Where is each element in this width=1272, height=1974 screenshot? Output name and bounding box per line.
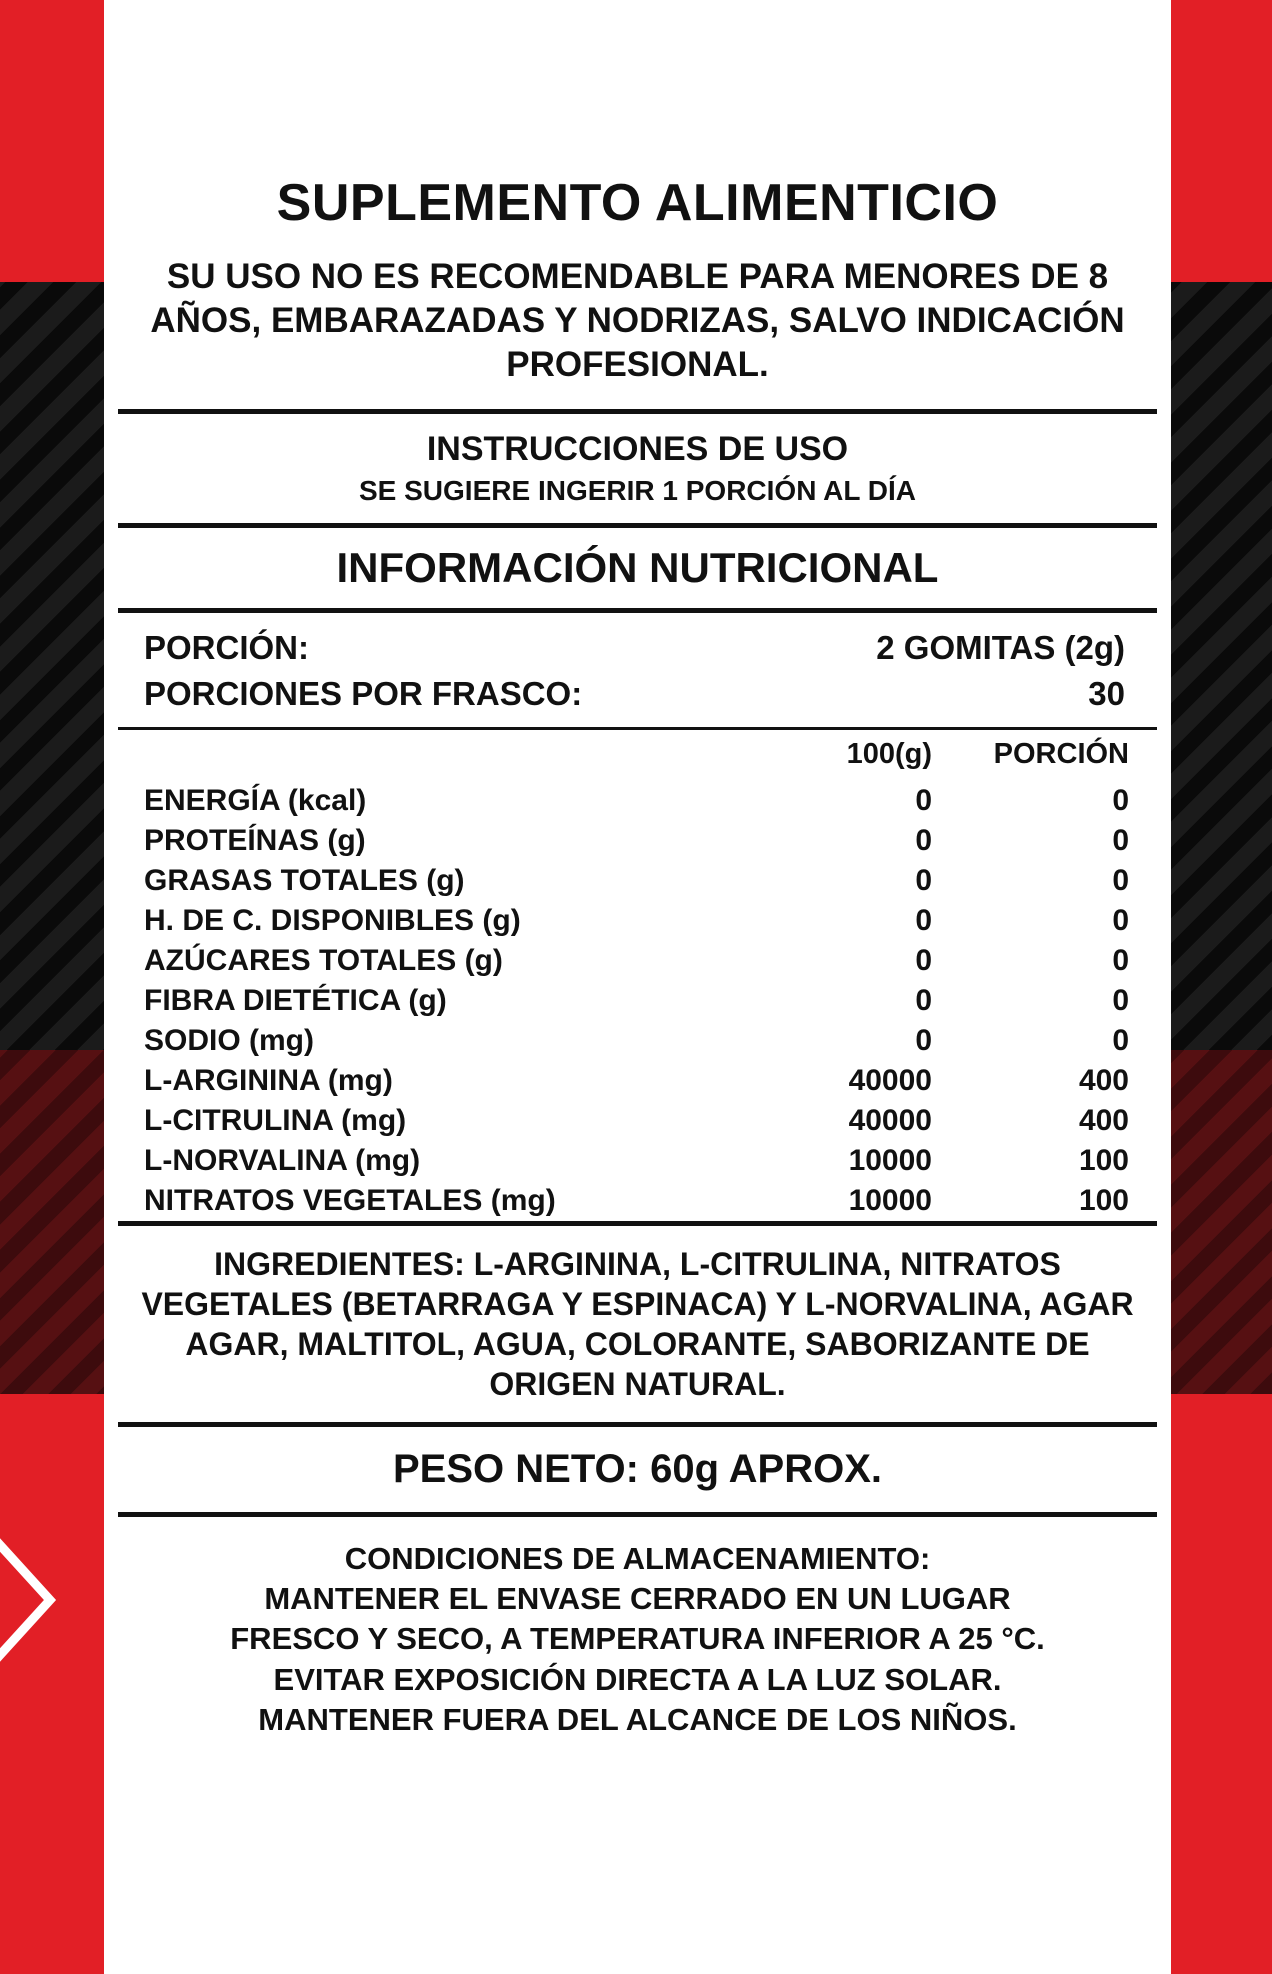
servings-per-container-label: PORCIONES POR FRASCO:: [144, 674, 583, 712]
table-row: [104, 1101, 1171, 1141]
storage-line: MANTENER EL ENVASE CERRADO EN UN LUGAR: [264, 1581, 1011, 1617]
servings-per-container-row: [104, 675, 1171, 713]
nutrient-name: NITRATOS VEGETALES (mg): [144, 1183, 556, 1217]
nutrient-column-header: [104, 730, 697, 781]
nutrient-per-100g: 10000: [848, 1183, 932, 1217]
nutrient-per-100g: 0: [915, 1023, 932, 1057]
table-row: [104, 1061, 1171, 1101]
serving-information: [104, 613, 1171, 727]
serving-size-row: [104, 629, 1171, 667]
nutrient-per-100g: 0: [915, 863, 932, 897]
product-title: SUPLEMENTO ALIMENTICIO: [276, 174, 999, 232]
serving-size-label: PORCIÓN:: [144, 628, 309, 666]
net-weight-text: PESO NETO: 60g APROX.: [392, 1446, 882, 1491]
usage-instructions-text: SE SUGIERE INGERIR 1 PORCIÓN AL DÍA: [359, 474, 916, 506]
table-row: [104, 781, 1171, 821]
ingredients-text: INGREDIENTES: L-ARGININA, L-CITRULINA, NITRATOS VEGETALES (BETARRAGA Y ESPINACA) Y L-NORVALINA, AGAR AGAR, MALTITOL, AGUA, COLORANTE, SABORIZANTE DE ORIGEN NATURAL.: [141, 1245, 1134, 1402]
nutrient-per-portion: 0: [1112, 823, 1129, 857]
storage-line: FRESCO Y SECO, A TEMPERATURA INFERIOR A 25 °C.: [230, 1621, 1045, 1657]
nutrient-name: SODIO (mg): [144, 1023, 314, 1057]
nutrient-per-100g: 0: [915, 783, 932, 817]
storage-line: EVITAR EXPOSICIÓN DIRECTA A LA LUZ SOLAR.: [273, 1661, 1002, 1697]
nutrient-per-100g: 0: [915, 823, 932, 857]
nutrient-per-portion: 0: [1112, 863, 1129, 897]
storage-line: MANTENER FUERA DEL ALCANCE DE LOS NIÑOS.: [258, 1702, 1017, 1738]
nutrient-name: PROTEÍNAS (g): [144, 823, 366, 857]
serving-size-value: 2 GOMITAS (2g): [876, 628, 1125, 666]
nutrient-per-portion: 400: [1078, 1063, 1129, 1097]
chevron-right-icon: [0, 1530, 66, 1670]
nutrient-per-portion: 100: [1078, 1143, 1129, 1177]
nutrient-per-portion: 100: [1078, 1183, 1129, 1217]
nutrient-per-100g: 40000: [848, 1063, 932, 1097]
table-row: [104, 1181, 1171, 1221]
nutrient-name: L-ARGININA (mg): [144, 1063, 393, 1097]
usage-instructions-heading: INSTRUCCIONES DE USO: [426, 429, 849, 468]
table-row: [104, 981, 1171, 1021]
table-header-row: [104, 730, 1171, 781]
per-portion-column-header: PORCIÓN: [993, 737, 1129, 770]
nutrient-per-portion: 0: [1112, 983, 1129, 1017]
table-row: [104, 941, 1171, 981]
nutrient-per-portion: 0: [1112, 943, 1129, 977]
nutrient-per-100g: 0: [915, 983, 932, 1017]
nutrient-per-100g: 0: [915, 903, 932, 937]
per-100g-column-header: 100(g): [846, 737, 932, 770]
nutrient-name: ENERGÍA (kcal): [144, 783, 367, 817]
table-row: [104, 1021, 1171, 1061]
nutrition-facts-heading: INFORMACIÓN NUTRICIONAL: [336, 543, 939, 591]
nutrition-table: [104, 730, 1171, 1221]
nutrient-per-100g: 40000: [848, 1103, 932, 1137]
nutrient-name: H. DE C. DISPONIBLES (g): [144, 903, 521, 937]
nutrient-per-portion: 0: [1112, 903, 1129, 937]
nutrient-name: L-CITRULINA (mg): [144, 1103, 407, 1137]
nutrient-per-100g: 0: [915, 943, 932, 977]
storage-conditions: [104, 1517, 1171, 1740]
age-warning-text: SU USO NO ES RECOMENDABLE PARA MENORES DE 8 AÑOS, EMBARAZADAS Y NODRIZAS, SALVO INDICACIÓN PROFESIONAL.: [150, 256, 1125, 384]
nutrient-per-portion: 0: [1112, 783, 1129, 817]
nutrition-label-panel: [104, 0, 1171, 1974]
nutrient-name: GRASAS TOTALES (g): [144, 863, 465, 897]
table-row: [104, 1141, 1171, 1181]
nutrient-name: AZÚCARES TOTALES (g): [144, 943, 503, 977]
nutrient-per-100g: 10000: [848, 1143, 932, 1177]
table-row: [104, 861, 1171, 901]
nutrient-name: L-NORVALINA (mg): [144, 1143, 421, 1177]
nutrient-per-portion: 0: [1112, 1023, 1129, 1057]
storage-heading: CONDICIONES DE ALMACENAMIENTO:: [344, 1540, 931, 1576]
nutrient-name: FIBRA DIETÉTICA (g): [144, 983, 447, 1017]
table-row: [104, 901, 1171, 941]
table-row: [104, 821, 1171, 861]
servings-per-container-value: 30: [1088, 674, 1125, 712]
nutrient-per-portion: 400: [1078, 1103, 1129, 1137]
